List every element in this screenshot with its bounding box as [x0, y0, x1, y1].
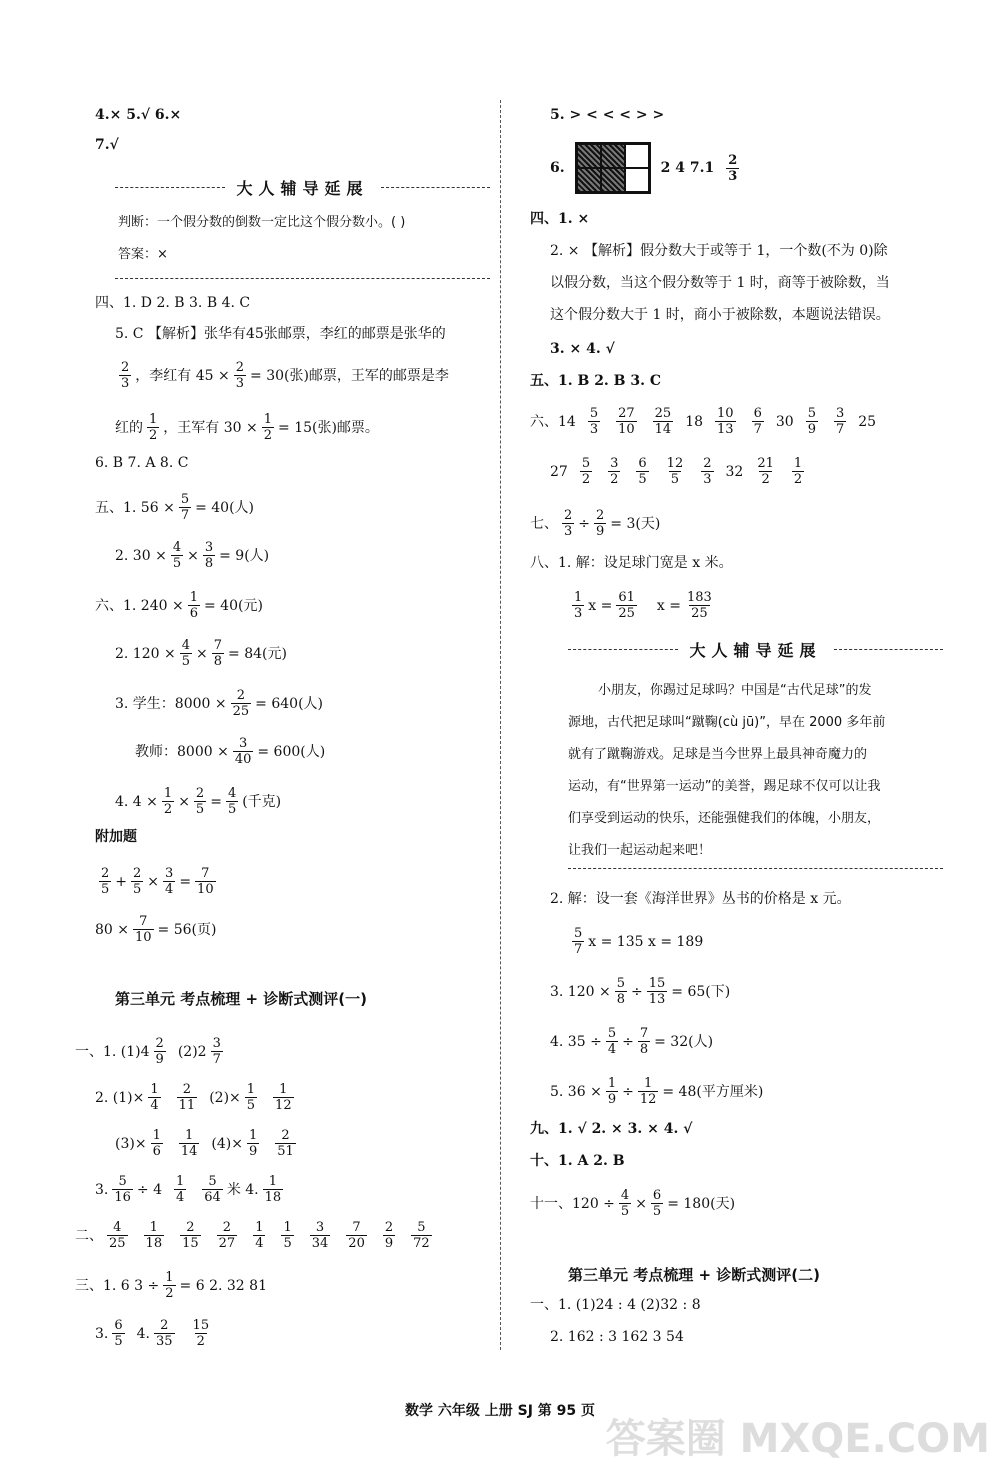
shaded-grid-figure [575, 142, 651, 194]
answer-line: $\frac{2}{5}$ + $\frac{2}{5}$ × $\frac{3}{4}$ = $\frac{7}{10}$ [101, 866, 214, 897]
answer-line: 六、14 $\frac{5}{3}$ $\frac{27}{10}$ $\frac{25}{14}$ 18 $\frac{10}{13}$ $\frac{6}{7}$ 30 $\frac{5}{9}$ $\frac{3}{7}$ 25 [530, 406, 877, 437]
answer-line: 一、1. (1)24 : 4 (2)32 : 8 [530, 1297, 701, 1313]
answer-line: 3. 学生：8000 × $\frac{2}{25}$ = 640(人) [115, 688, 323, 719]
answer-line: 十、1. A 2. B [530, 1153, 625, 1169]
answer-line: 6. 2 4 7.1 $\frac{2}{3}$ [550, 142, 743, 194]
tutor-box-header [115, 176, 490, 198]
unit-title: 第三单元 考点梳理 + 诊断式测评(一) [115, 990, 367, 1008]
answer-line: 3. × 4. √ [550, 341, 615, 357]
answer-line: 3. $\frac{6}{5}$ 4. $\frac{2}{35}$ $\frac{15}{2}$ [95, 1318, 210, 1349]
answer-line: 3. 120 × $\frac{5}{8}$ ÷ $\frac{15}{13}$ = 65(下) [550, 976, 731, 1007]
answer-line: 七、 $\frac{2}{3}$ ÷ $\frac{2}{9}$ = 3(天) [530, 508, 661, 539]
tutor-text: 小朋友，你踢过足球吗？中国是“古代足球”的发 [598, 683, 872, 698]
answer-line: 红的 $\frac{1}{2}$ ，王军有 30 × $\frac{1}{2}$ = 15(张)邮票。 [115, 412, 379, 443]
page-footer: 数学 六年级 上册 SJ 第 95 页 [404, 1403, 596, 1419]
answer-line: 4.× 5.√ 6.× [95, 107, 182, 123]
tutor-box-title: 大人辅导延展 [689, 640, 822, 660]
watermark: 答案圈 MXQE.COM [605, 1416, 990, 1462]
answer-line: $\frac{1}{3}$ x = $\frac{61}{25}$ x = $\frac{183}{25}$ [574, 590, 712, 621]
answer-line: 十一、120 ÷ $\frac{4}{5}$ × $\frac{6}{5}$ = 180(天) [530, 1188, 736, 1219]
answer-line: 2. × 【解析】假分数大于或等于 1，一个数(不为 0)除 [550, 243, 888, 259]
answer-line: 2. (1)× $\frac{1}{4}$ $\frac{2}{11}$ (2)× $\frac{1}{5}$ $\frac{1}{12}$ [95, 1082, 292, 1113]
column-divider [500, 100, 501, 1350]
tutor-question: 判断：一个假分数的倒数一定比这个假分数小。( ) [118, 215, 406, 230]
answer-line: 一、1. (1)4 $\frac{2}{9}$ (2)2 $\frac{3}{7}$ [75, 1036, 221, 1067]
answer-line: 这个假分数大于 1 时，商小于被除数，本题说法错误。 [550, 307, 890, 323]
answer-line: 2. 162 : 3 162 3 54 [550, 1329, 684, 1345]
answer-line: 五、1. 56 × $\frac{5}{7}$ = 40(人) [95, 492, 255, 523]
tutor-text: 让我们一起运动起来吧！ [568, 843, 712, 858]
answer-line: 教师：8000 × $\frac{3}{40}$ = 600(人) [135, 736, 326, 767]
tutor-text: 们享受到运动的快乐，还能强健我们的体魄，小朋友， [568, 811, 881, 826]
tutor-answer: 答案：× [118, 247, 168, 262]
answer-line: 以假分数，当这个假分数等于 1 时，商等于被除数，当 [550, 275, 890, 291]
answer-line: 二、 $\frac{4}{25}$ $\frac{1}{18}$ $\frac{2}{15}$ $\frac{2}{27}$ $\frac{1}{4}$ $\frac{1}{5}$ $\frac{3}{34}$ $\frac{7}{20}$ $\frac{2}{9}$ $\frac{5}{72}$ [75, 1220, 430, 1251]
answer-line: $\frac{2}{3}$ ，李红有 45 × $\frac{2}{3}$ = 30(张)邮票，王军的邮票是李 [121, 360, 449, 391]
answer-line: 5. > < < < > > [550, 107, 665, 123]
tutor-box-header [568, 638, 943, 660]
tutor-box-bottom [115, 278, 490, 279]
unit-title: 第三单元 考点梳理 + 诊断式测评(二) [568, 1266, 820, 1284]
answer-line: 4. 4 × $\frac{1}{2}$ × $\frac{2}{5}$ = $\frac{4}{5}$ (千克) [115, 786, 282, 817]
answer-line: 五、1. B 2. B 3. C [530, 373, 662, 389]
answer-line: 5. C 【解析】张华有45张邮票，李红的邮票是张华的 [115, 326, 446, 342]
answer-line: 7.√ [95, 137, 119, 153]
tutor-box-title: 大人辅导延展 [236, 178, 369, 198]
bonus-title: 附加题 [95, 829, 137, 845]
answer-line: 2. 120 × $\frac{4}{5}$ × $\frac{7}{8}$ = 84(元) [115, 638, 287, 669]
answer-line: 三、1. 6 3 ÷ $\frac{1}{2}$ = 6 2. 32 81 [75, 1270, 267, 1301]
answer-line: 2. 解：设一套《海洋世界》丛书的价格是 x 元。 [550, 891, 851, 907]
tutor-box-bottom [568, 868, 943, 869]
answer-line: (3)× $\frac{1}{6}$ $\frac{1}{14}$ (4)× $\frac{1}{9}$ $\frac{2}{51}$ [115, 1128, 294, 1159]
answer-line: 四、1. × [530, 211, 590, 227]
tutor-text: 就有了蹴鞠游戏。足球是当今世界上最具神奇魔力的 [568, 747, 868, 762]
answer-line: 九、1. √ 2. × 3. × 4. √ [530, 1121, 693, 1137]
answer-line: $\frac{5}{7}$ x = 135 x = 189 [574, 926, 704, 957]
answer-line: 3. $\frac{5}{16}$ ÷ 4 $\frac{1}{4}$ $\frac{5}{64}$ 米 4. $\frac{1}{18}$ [95, 1174, 282, 1205]
answer-line: 2. 30 × $\frac{4}{5}$ × $\frac{3}{8}$ = 9(人) [115, 540, 270, 571]
answer-line: 八、1. 解：设足球门宽是 x 米。 [530, 555, 733, 571]
answer-line: 六、1. 240 × $\frac{1}{6}$ = 40(元) [95, 590, 263, 621]
answer-line: 80 × $\frac{7}{10}$ = 56(页) [95, 914, 217, 945]
answer-line: 4. 35 ÷ $\frac{5}{4}$ ÷ $\frac{7}{8}$ = 32(人) [550, 1026, 714, 1057]
tutor-text: 源地，古代把足球叫“蹴鞠(cù jū)”，早在 2000 多年前 [568, 715, 886, 730]
answer-line: 27 $\frac{5}{2}$ $\frac{3}{2}$ $\frac{6}{5}$ $\frac{12}{5}$ $\frac{2}{3}$ 32 $\frac{21}{2}$ $\frac{1}{2}$ [550, 456, 803, 487]
answer-line: 5. 36 × $\frac{1}{9}$ ÷ $\frac{1}{12}$ = 48(平方厘米) [550, 1076, 764, 1107]
answer-line: 6. B 7. A 8. C [95, 455, 189, 471]
answer-line: 四、1. D 2. B 3. B 4. C [95, 295, 251, 311]
tutor-text: 运动，有“世界第一运动”的美誉，踢足球不仅可以让我 [568, 779, 881, 794]
